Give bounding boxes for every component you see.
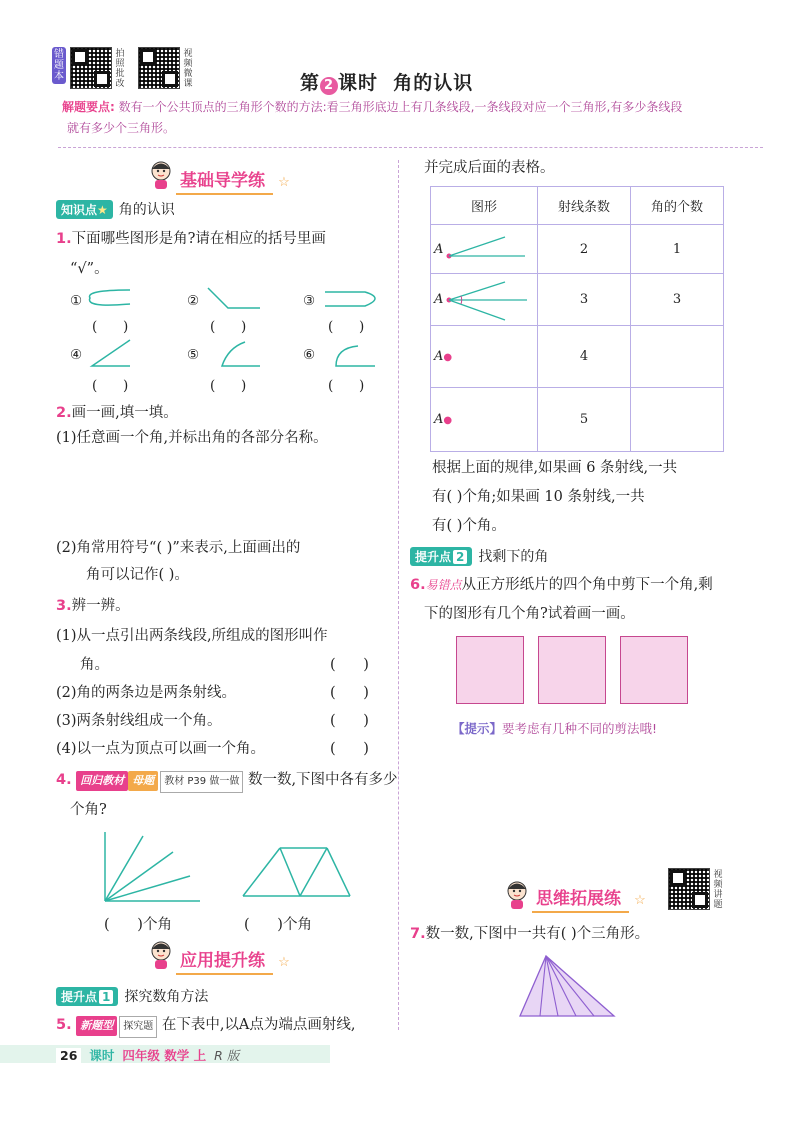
q1-answer-2[interactable]: ( )	[210, 319, 247, 335]
q4-line-1	[56, 770, 398, 793]
q1-figures	[80, 280, 390, 390]
q3-item-3: (3)两条射线组成一个角。	[56, 713, 222, 729]
tip-text-2: 就有多少个三角形。	[67, 121, 176, 135]
tag-char: 改	[115, 79, 125, 89]
kp-label: 知识点★	[56, 200, 113, 219]
tag-char: 视	[183, 49, 193, 59]
tag-char: 批	[115, 69, 125, 79]
q7-line	[410, 924, 649, 944]
q1-answer-4[interactable]: ( )	[92, 378, 129, 394]
divider	[58, 147, 763, 148]
angles-cell[interactable]: 3	[631, 274, 724, 326]
q3-answer-4[interactable]: ( )	[330, 741, 369, 757]
q4-figures	[95, 826, 355, 906]
angles-cell[interactable]: 1	[631, 225, 724, 274]
q5-after-2: 有( )个角;如果画 10 条射线,一共	[432, 489, 645, 505]
rays-cell: 5	[538, 388, 631, 452]
error-prone-badge: 易错点	[425, 578, 462, 592]
q1-label-5: ⑤	[187, 347, 200, 363]
tag-char: 照	[115, 59, 125, 69]
column-divider	[398, 160, 399, 1030]
ray-fan	[105, 832, 200, 901]
point-label: A	[434, 349, 444, 364]
hint-text: 要考虑有几种不同的剪法哦!	[502, 721, 658, 736]
mother-question-badge: 母题	[128, 771, 158, 791]
video-lesson-tag	[182, 47, 194, 91]
q1-answer-1[interactable]: ( )	[92, 319, 129, 335]
qr-code-icon[interactable]	[70, 47, 112, 89]
q2-part-2a: (2)角常用符号“( )”来表示,上面画出的	[56, 540, 301, 556]
footer	[56, 1046, 239, 1064]
brand-logo: 课时	[89, 1048, 115, 1063]
q6-text: 从正方形纸片的四个角中剪下一个角,剩	[461, 577, 713, 593]
table-header-row	[431, 187, 724, 225]
q2-title-text: 画一画,填一填。	[71, 405, 178, 421]
q1-label-1: ①	[70, 293, 83, 309]
question-number: 1.	[56, 231, 72, 247]
q4-answer-1[interactable]: ( )个角	[104, 917, 172, 933]
figure-3	[325, 292, 375, 306]
mascot-icon	[148, 160, 174, 190]
q4-line-2: 个角?	[70, 802, 107, 818]
hint-label: 【提示】	[452, 721, 503, 736]
point-dot-icon: ●	[443, 415, 453, 426]
question-number: 4.	[56, 772, 72, 788]
star-icon: ☆	[278, 955, 290, 970]
qr-code-icon[interactable]	[668, 868, 710, 910]
table-row	[431, 388, 724, 452]
point-label: A	[434, 412, 444, 427]
page-title	[300, 68, 473, 95]
point-label: A	[434, 292, 444, 307]
point-label: A	[434, 241, 444, 257]
tag-char: 频	[713, 880, 723, 890]
explore-badge: 探究题	[119, 1016, 157, 1038]
point-dot-icon: ●	[443, 352, 453, 363]
section-banner-think	[532, 884, 646, 913]
q3-answer-2[interactable]: ( )	[330, 685, 369, 701]
tip-text: 数有一个公共顶点的三角形个数的方法:看三角形底边上有几条线段,一条线段对应一个三角形,有多少条线段	[118, 100, 683, 114]
q5-table	[430, 186, 724, 452]
q1-label-4: ④	[70, 347, 83, 363]
q6-line-1	[410, 575, 713, 595]
question-number: 2.	[56, 405, 72, 421]
angles-cell[interactable]	[631, 388, 724, 452]
section-title: 思维拓展练	[532, 884, 629, 913]
lesson-title: 角的认识	[393, 72, 474, 94]
q4-text: 数一数,下图中各有多少	[247, 772, 398, 788]
qr-block-2	[138, 45, 198, 91]
figure-5	[222, 342, 260, 366]
kp-title: 角的认识	[118, 202, 175, 218]
q5-after-3: 有( )个角。	[432, 518, 506, 534]
q3-answer-1[interactable]: ( )	[330, 657, 369, 673]
q3-answer-3[interactable]: ( )	[330, 713, 369, 729]
tag-char: 频	[183, 59, 193, 69]
q1-line-2: “√”。	[70, 261, 109, 277]
figure-4	[92, 340, 130, 366]
q5-line-1	[56, 1015, 356, 1038]
q1-answer-6[interactable]: ( )	[328, 378, 365, 394]
new-type-badge: 新题型	[76, 1016, 117, 1036]
table-header: 图形	[431, 187, 538, 225]
grade-label: 四年级 数学 上	[122, 1048, 207, 1063]
tag-char: 错	[54, 49, 64, 60]
tag-char: 题	[713, 900, 723, 910]
q6-line-2: 下的图形有几个角?试着画一画。	[424, 606, 635, 622]
q5-text: 在下表中,以A点为端点画射线,	[161, 1017, 356, 1033]
q6-hint	[452, 719, 657, 737]
paper-square-3[interactable]	[620, 636, 688, 704]
q2-title	[56, 403, 178, 423]
tag-char: 微	[183, 69, 193, 79]
tag-char: 拍	[115, 49, 125, 59]
q1-answer-5[interactable]: ( )	[210, 378, 247, 394]
trapezoid-figure	[243, 848, 350, 896]
qr-block-3	[668, 866, 738, 912]
table-header: 角的个数	[631, 187, 724, 225]
page-number: 26	[56, 1048, 81, 1063]
q3-title-text: 辨一辨。	[71, 598, 130, 614]
knowledge-point-1	[56, 199, 175, 219]
tip-box	[62, 97, 752, 139]
mascot-icon	[148, 940, 174, 970]
textbook-badge: 回归教材	[76, 771, 128, 791]
rays-cell: 2	[538, 225, 631, 274]
figure-cell[interactable]	[431, 388, 538, 452]
paper-square-2[interactable]	[538, 636, 606, 704]
star-icon: ☆	[278, 175, 290, 190]
q3-item-4: (4)以一点为顶点可以画一个角。	[56, 741, 266, 757]
edition-label: R 版	[214, 1048, 240, 1063]
q1-label-6: ⑥	[303, 347, 316, 363]
question-number: 7.	[410, 926, 426, 942]
q2-part-1: (1)任意画一个角,并标出角的各部分名称。	[56, 430, 328, 446]
figure-6	[336, 346, 375, 366]
knowledge-point-2	[56, 986, 208, 1006]
section-title: 应用提升练	[176, 946, 273, 975]
q1-line-1	[56, 229, 326, 249]
q1-label-2: ②	[187, 293, 200, 309]
q5-line-2: 并完成后面的表格。	[424, 160, 555, 176]
q4-answer-2[interactable]: ( )个角	[244, 917, 312, 933]
section-banner-apply	[176, 946, 290, 975]
figure-cell[interactable]	[431, 225, 538, 274]
tag-char: 讲	[713, 890, 723, 900]
qr-code-icon[interactable]	[138, 47, 180, 89]
rays-cell: 3	[538, 274, 631, 326]
q5-after-1: 根据上面的规律,如果画 6 条射线,一共	[432, 460, 678, 476]
tag-char: 本	[54, 71, 64, 82]
section-banner-basic	[176, 166, 290, 195]
kp-label: 提升点 1	[56, 987, 118, 1006]
q7-triangle-figure	[518, 954, 618, 1018]
wrong-book-tag	[52, 47, 66, 84]
figure-cell[interactable]	[431, 274, 538, 326]
q3-item-1a: (1)从一点引出两条线段,所组成的图形叫作	[56, 628, 328, 644]
q1-text: 下面哪些图形是角?请在相应的括号里画	[71, 231, 326, 247]
kp-title: 探究数角方法	[124, 989, 209, 1005]
q2-part-2b: 角可以记作( )。	[86, 567, 189, 583]
q1-label-3: ③	[303, 293, 316, 309]
qr-block-1	[52, 45, 132, 91]
table-header: 射线条数	[538, 187, 631, 225]
knowledge-point-3	[410, 546, 548, 566]
kp-title: 找剩下的角	[478, 549, 549, 565]
rays-cell: 4	[538, 326, 631, 388]
tag-char: 视	[713, 870, 723, 880]
q3-item-1b: 角。	[80, 657, 109, 673]
textbook-ref: 教材 P39 做一做	[160, 771, 243, 793]
paper-square-1[interactable]	[456, 636, 524, 704]
tag-char: 课	[183, 79, 193, 89]
table-row	[431, 326, 724, 388]
q1-answer-3[interactable]: ( )	[328, 319, 365, 335]
kp-label: 提升点 2	[410, 547, 472, 566]
question-number: 3.	[56, 598, 72, 614]
star-icon: ☆	[634, 893, 646, 908]
q7-text: 数一数,下图中一共有( )个三角形。	[425, 926, 650, 942]
section-title: 基础导学练	[176, 166, 273, 195]
tip-label: 解题要点:	[62, 100, 115, 114]
question-number: 5.	[56, 1017, 72, 1033]
mascot-icon	[504, 880, 530, 910]
table-row	[431, 225, 724, 274]
rays-2	[445, 233, 535, 267]
table-row	[431, 274, 724, 326]
angles-cell[interactable]	[631, 326, 724, 388]
video-explain-tag	[712, 868, 724, 912]
lesson-number: 2	[320, 77, 338, 95]
title-prefix: 第	[300, 72, 321, 94]
figure-2	[208, 288, 260, 308]
header	[0, 0, 800, 150]
question-number: 6.	[410, 577, 426, 593]
q3-title	[56, 596, 130, 616]
q3-item-2: (2)角的两条边是两条射线。	[56, 685, 237, 701]
figure-1	[90, 290, 131, 305]
photo-check-tag	[114, 47, 126, 91]
figure-cell[interactable]	[431, 326, 538, 388]
rays-3	[445, 278, 535, 322]
tag-char: 题	[54, 60, 64, 71]
title-mid: 课时	[338, 72, 379, 94]
